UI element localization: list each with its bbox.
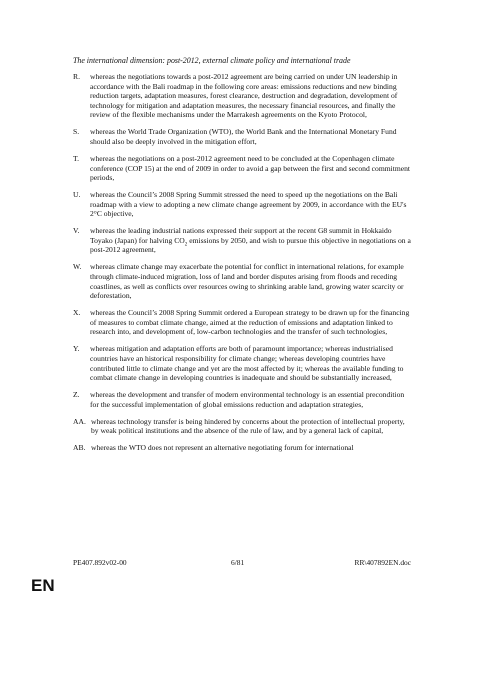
recital-label: U.: [73, 190, 81, 200]
recital-text: whereas mitigation and adaptation efforts are both of paramount importance; whereas industrialised countries have an historical responsibility for climate change; whereas developing countries have contributed little to climate change and yet are the most affected by it; whereas the available funding to combat climate change in developing countries is inadequate and should be substantially increased,: [90, 344, 404, 383]
section-heading: The international dimension: post-2012, external climate policy and international trade: [73, 56, 351, 65]
recital-z: [73, 390, 413, 409]
document-code: RR\407892EN.doc: [354, 558, 411, 567]
recital-text: whereas the development and transfer of modern environmental technology is an essential precondition for the successful implementation of global emissions reduction and adaptation strategies,: [90, 390, 405, 409]
page-footer: [73, 558, 411, 568]
recital-u: [73, 190, 413, 219]
recital-label: X.: [73, 308, 81, 318]
language-badge: EN: [31, 576, 55, 595]
recital-text: whereas climate change may exacerbate the potential for conflict in international relations, for example through climate-induced migration, loss of land and border disputes arising from floods and receding coastlines, as well as conflicts over resources owing to shrinking arable land, growing water scarcity or deforestation,: [90, 262, 404, 301]
recital-text: whereas the Council’s 2008 Spring Summit stressed the need to speed up the negotiations on the Bali roadmap with a view to adopting a new climate change agreement by 2009, in accordance with the EU's 2°C objective,: [90, 190, 407, 219]
recitals-list: [73, 72, 413, 460]
recital-w: [73, 262, 413, 300]
recital-label: V.: [73, 226, 80, 236]
recital-v: [73, 226, 413, 255]
recital-text-part: whereas the leading industrial nations expressed their support at the recent G8 summit in Hokkaido Toyako (Japan) for halving CO: [90, 226, 392, 245]
recital-label: Z.: [73, 390, 80, 400]
document-reference: PE407.892v02-00: [73, 558, 127, 567]
recital-r: [73, 72, 413, 120]
recital-label: Y.: [73, 344, 80, 354]
subscript-2: 2: [184, 242, 188, 248]
recital-x: [73, 308, 413, 337]
recital-text: whereas the WTO does not represent an alternative negotiating forum for international: [91, 443, 354, 453]
recital-ab: [73, 443, 413, 453]
recital-label: AB.: [73, 443, 86, 453]
recital-text: whereas the Council’s 2008 Spring Summit ordered a European strategy to be drawn up for the financing of measures to combat climate change, aimed at the reduction of emissions and adaptation linked to research into, and development of, low-carbon technologies and the transfer of such technologies,: [90, 308, 410, 337]
recital-label: S.: [73, 127, 80, 137]
recital-label: T.: [73, 153, 79, 163]
recital-aa: [73, 417, 413, 436]
recital-label: W.: [73, 262, 82, 272]
recital-s: [73, 127, 413, 146]
recital-text: whereas the negotiations on a post-2012 agreement need to be concluded at the Copenhagen climate conference (COP 15) at the end of 2009 in order to avoid a gap between the first and second commitment periods,: [90, 153, 411, 183]
recital-label: R.: [73, 72, 80, 81]
recital-text: whereas technology transfer is being hindered by concerns about the protection of intellectual property, by weak political institutions and the absence of the rule of law, and by a general lack of capital,: [91, 416, 405, 436]
recital-text: [90, 226, 413, 255]
recital-y: [73, 344, 413, 382]
recital-label: AA.: [73, 416, 86, 426]
page-number: 6/81: [231, 558, 245, 567]
recital-text: whereas the negotiations towards a post-2012 agreement are being carried on under UN leadership in accordance with the Bali roadmap in the following core areas: emissions reductions and new binding reduction targets, adaptation measures, forest clearance, destruction and degradation, development of technology for mitigation and adaptation measures, the necessary financial resources, and finally the review of the flexible mechanisms under the Marrakesh agreements on the Kyoto Protocol,: [90, 72, 398, 120]
recital-text-part: emissions by 2050, and wish to pursue this objective in negotiations on a post-2012 agreement,: [90, 235, 411, 255]
recital-t: [73, 154, 413, 183]
recital-text: whereas the World Trade Organization (WTO), the World Bank and the International Monetary Fund should also be deeply involved in the mitigation effort,: [90, 127, 397, 146]
